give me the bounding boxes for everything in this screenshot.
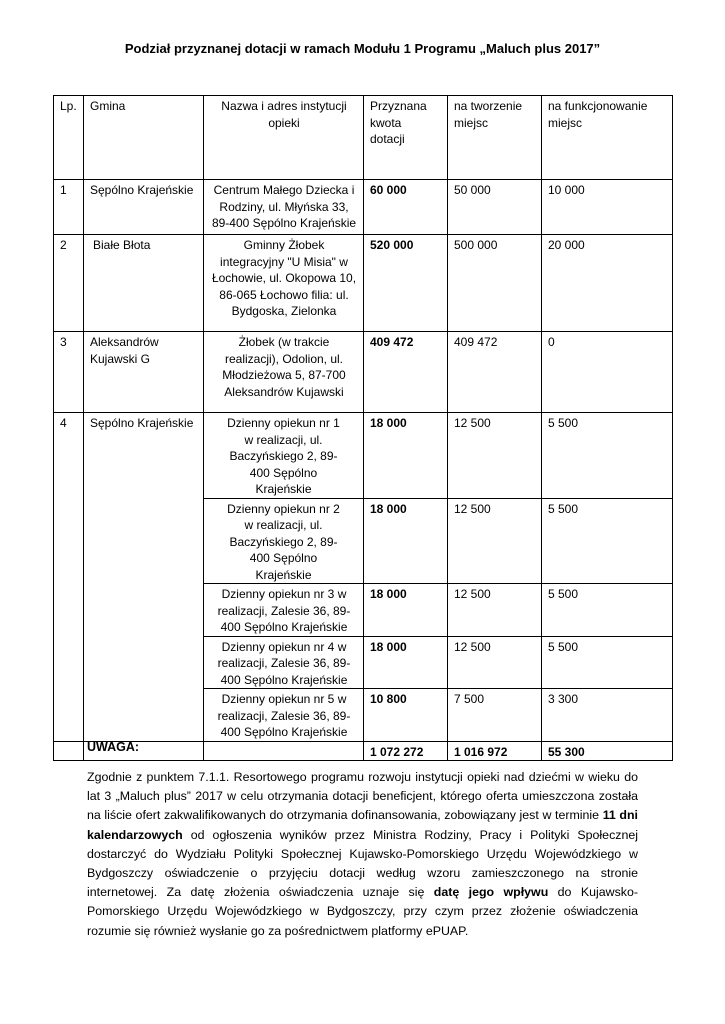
row-tworzenie: 12 500 <box>448 636 542 689</box>
row-funkcjonowanie: 5 500 <box>542 636 673 689</box>
row-kwota: 18 000 <box>364 584 448 637</box>
row-kwota: 18 000 <box>364 413 448 499</box>
row-instytucja: Dzienny opiekun nr 4 w realizacji, Zalesie 36, 89-400 Sępólno Krajeńskie <box>204 636 364 689</box>
row-gmina: Sępólno Krajeńskie <box>84 413 204 742</box>
row-kwota: 18 000 <box>364 498 448 584</box>
row-funkcjonowanie: 5 500 <box>542 498 673 584</box>
row-instytucja: Dzienny opiekun nr 5 w realizacji, Zalesie 36, 89-400 Sępólno Krajeńskie <box>204 689 364 742</box>
note-paragraph <box>87 768 638 941</box>
row-kwota: 60 000 <box>364 180 448 235</box>
row-gmina: Sępólno Krajeńskie <box>84 180 204 235</box>
row-tworzenie: 500 000 <box>448 235 542 332</box>
total-kwota: 1 072 272 <box>364 741 448 761</box>
row-gmina: Aleksandrów Kujawski G <box>84 332 204 413</box>
table-row <box>54 332 673 413</box>
row-instytucja: Dzienny opiekun nr 3 w realizacji, Zalesie 36, 89-400 Sępólno Krajeńskie <box>204 584 364 637</box>
note-text-3: do Kujawsko-Pomorskiego Urzędu Wojewódzkiego w Bydgoszczy, przy czym przez złożenie oświadczenia rozumie się również wysłanie go za pośrednictwem platformy ePUAP. <box>87 885 638 938</box>
row-lp: 2 <box>54 235 84 332</box>
row-gmina: Białe Błota <box>84 235 204 332</box>
row-instytucja: Gminny Żłobek integracyjny "U Misia" w Łochowie, ul. Okopowa 10, 86-065 Łochowo filia: ul. Bydgoska, Zielonka <box>204 235 364 332</box>
header-instytucja: Nazwa i adres instytucji opieki <box>204 96 364 180</box>
row-instytucja: Dzienny opiekun nr 1 w realizacji, ul. Baczyńskiego 2, 89-400 Sępólno Krajeńskie <box>204 413 364 499</box>
total-funkcjonowanie: 55 300 <box>542 741 673 761</box>
row-kwota: 409 472 <box>364 332 448 413</box>
row-lp: 4 <box>54 413 84 742</box>
row-kwota: 10 800 <box>364 689 448 742</box>
header-tworzenie: na tworzenie miejsc <box>448 96 542 180</box>
row-tworzenie: 7 500 <box>448 689 542 742</box>
row-funkcjonowanie: 20 000 <box>542 235 673 332</box>
row-tworzenie: 50 000 <box>448 180 542 235</box>
row-tworzenie: 12 500 <box>448 584 542 637</box>
note-bold-deadline: 11 dni kalendarzowych <box>87 808 638 842</box>
row-funkcjonowanie: 3 300 <box>542 689 673 742</box>
table-header-row <box>54 96 673 180</box>
row-funkcjonowanie: 5 500 <box>542 413 673 499</box>
row-tworzenie: 12 500 <box>448 413 542 499</box>
header-lp: Lp. <box>54 96 84 180</box>
row-instytucja: Żłobek (w trakcie realizacji), Odolion, ul. Młodzieżowa 5, 87-700 Aleksandrów Kujawski <box>204 332 364 413</box>
row-instytucja: Dzienny opiekun nr 2 w realizacji, ul. Baczyńskiego 2, 89-400 Sępólno Krajeńskie <box>204 498 364 584</box>
row-funkcjonowanie: 5 500 <box>542 584 673 637</box>
row-tworzenie: 409 472 <box>448 332 542 413</box>
table-row <box>54 413 673 499</box>
row-funkcjonowanie: 0 <box>542 332 673 413</box>
totals-row <box>54 741 673 761</box>
page-title: Podział przyznanej dotacji w ramach Modułu 1 Programu „Maluch plus 2017” <box>124 41 601 56</box>
note-text-2: od ogłoszenia wyników przez Ministra Rodziny, Pracy i Polityki Społecznej dostarczyć do Wydziału Polityki Społecznej Kujawsko-Pomorskiego Urzędu Wojewódzkiego w Bydgoszczy oświadczenie o przyjęciu dotacji według wzoru zamieszczonego na stronie internetowej. Za datę złożenia oświadczenia uznaje się <box>87 827 638 900</box>
header-kwota: Przyznana kwota dotacji <box>364 96 448 180</box>
grant-table <box>53 95 673 761</box>
table-row <box>54 235 673 332</box>
row-lp: 1 <box>54 180 84 235</box>
row-instytucja: Centrum Małego Dziecka i Rodziny, ul. Młyńska 33, 89-400 Sępólno Krajeńskie <box>204 180 364 235</box>
row-kwota: 18 000 <box>364 636 448 689</box>
note-bold-date: datę jego wpływu <box>433 885 549 900</box>
note-heading: UWAGA: <box>87 740 140 754</box>
row-lp: 3 <box>54 332 84 413</box>
table-row <box>54 180 673 235</box>
header-funkcjonowanie: na funkcjonowanie miejsc <box>542 96 673 180</box>
header-gmina: Gmina <box>84 96 204 180</box>
row-kwota: 520 000 <box>364 235 448 332</box>
total-tworzenie: 1 016 972 <box>448 741 542 761</box>
row-tworzenie: 12 500 <box>448 498 542 584</box>
note-text-1: Zgodnie z punktem 7.1.1. Resortowego programu rozwoju instytucji opieki nad dziećmi w wieku do lat 3 „Maluch plus” 2017 w celu otrzymania dotacji beneficjent, którego oferta umieszczona została na liście ofert zakwalifikowanych do otrzymania dofinansowania, zobowiązany jest w terminie <box>87 770 638 823</box>
row-funkcjonowanie: 10 000 <box>542 180 673 235</box>
